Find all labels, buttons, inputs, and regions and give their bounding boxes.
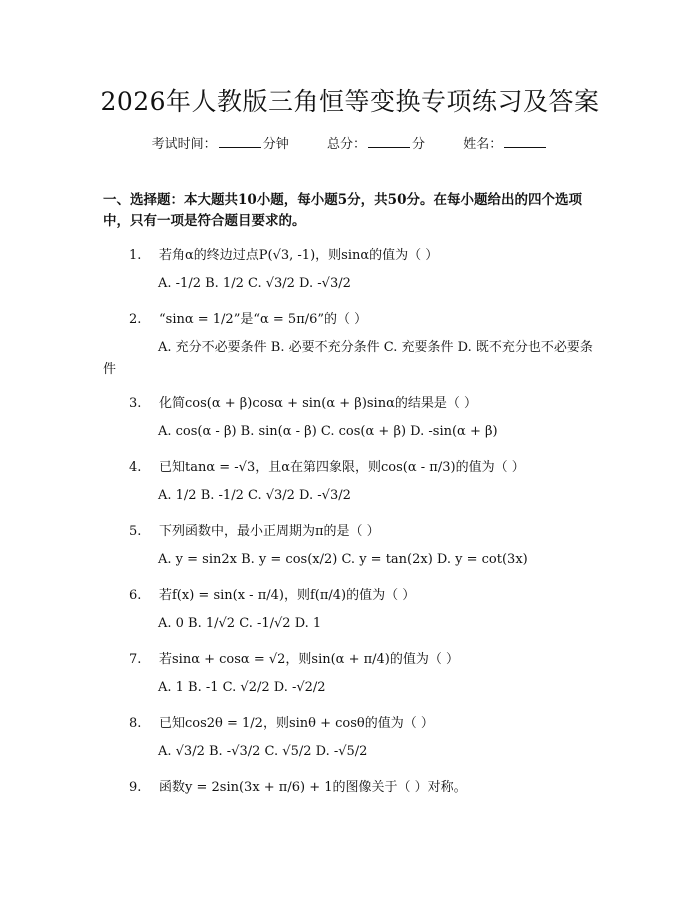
question-number: 9. [129,780,142,795]
question-1 [129,244,438,263]
question-text: 已知tanα = -√3，且α在第四象限，则cos(α - π/3)的值为（ ） [159,460,525,475]
question-2 [129,308,367,327]
question-3-options: A. cos(α - β) B. sin(α - β) C. cos(α + β) D. -sin(α + β) [158,424,498,439]
score-label: 总分： [326,137,366,152]
question-number: 8. [129,716,142,731]
question-number: 2. [129,312,142,327]
question-7 [129,648,459,667]
question-text: 若sinα + cosα = √2，则sin(α + π/4)的值为（ ） [159,652,460,667]
question-6 [129,584,415,603]
time-blank [219,135,261,148]
question-5-options: A. y = sin2x B. y = cos(x/2) C. y = tan(2x) D. y = cot(3x) [158,552,528,567]
document-title: 2026年人教版三角恒等变换专项练习及答案 [100,87,600,116]
question-text: 下列函数中，最小正周期为π的是（ ） [159,524,380,539]
question-9 [129,776,467,795]
time-unit: 分钟 [262,137,289,152]
question-1-options: A. -1/2 B. 1/2 C. √3/2 D. -√3/2 [158,276,351,291]
question-text: “sinα = 1/2”是“α = 5π/6”的（ ） [159,312,368,327]
question-8-options: A. √3/2 B. -√3/2 C. √5/2 D. -√5/2 [158,744,368,759]
question-number: 4. [129,460,142,475]
section-heading: 一、选择题：本大题共10小题，每小题5分，共50分。在每小题给出的四个选项中，只有一项是符合题目要求的。 [103,192,582,229]
question-text: 已知cos2θ = 1/2，则sinθ + cosθ的值为（ ） [159,716,434,731]
question-text: 若角α的终边过点P(√3, -1)，则sinα的值为（ ） [159,248,439,263]
question-text: 函数y = 2sin(3x + π/6) + 1的图像关于（ ）对称。 [159,780,467,795]
question-3 [129,392,477,411]
time-label: 考试时间： [151,137,217,152]
question-number: 6. [129,588,142,603]
question-number: 5. [129,524,142,539]
question-4-options: A. 1/2 B. -1/2 C. √3/2 D. -√3/2 [158,488,351,503]
question-number: 7. [129,652,142,667]
question-text: 化简cos(α + β)cosα + sin(α + β)sinα的结果是（ ） [159,396,477,411]
question-7-options: A. 1 B. -1 C. √2/2 D. -√2/2 [158,680,326,695]
question-text: 若f(x) = sin(x - π/4)，则f(π/4)的值为（ ） [159,588,416,603]
question-5 [129,520,380,539]
question-6-options: A. 0 B. 1/√2 C. -1/√2 D. 1 [158,616,322,631]
name-blank [504,135,546,148]
question-number: 3. [129,396,142,411]
name-label: 姓名： [463,137,503,152]
score-blank [368,135,410,148]
question-2-options: A. 充分不必要条件 B. 必要不充分条件 C. 充要条件 D. 既不充分也不必要条件 [103,340,593,377]
score-unit: 分 [412,137,426,152]
exam-meta [0,133,700,152]
question-8 [129,712,434,731]
question-number: 1. [129,248,142,263]
question-4 [129,456,525,475]
